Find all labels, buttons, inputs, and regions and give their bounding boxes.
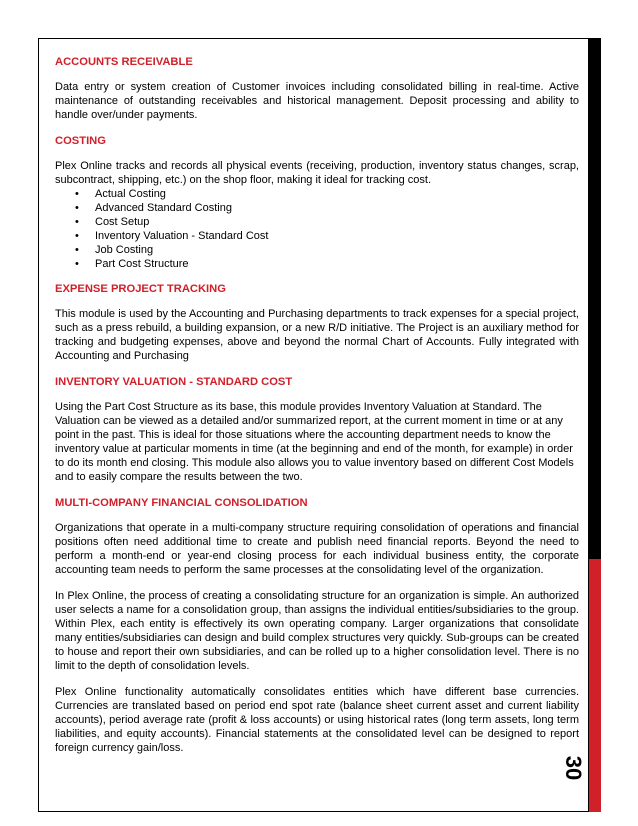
paragraph: Plex Online functionality automatically consolidates entities which have different base currencies. Currencies are translated based on period end spot rate (balance sheet current asset and current liability accounts), period average rate (profit & loss accounts) or using historical rates (long term assets, long term liabilities, and equity accounts). Financial statements at the consolidated level can be designed to report foreign currency gain/loss. [55, 686, 579, 754]
side-bar-dark [589, 38, 601, 559]
heading-multi-company-consolidation: MULTI-COMPANY FINANCIAL CONSOLIDATION [55, 497, 308, 509]
paragraph: Organizations that operate in a multi-company structure requiring consolidation of operations and financial positions often need additional time to create and publish need financial reports. Beyond the need to perform a month-end or year-end closing process for each individual business entity, the corporate accounting team needs to perform the same processes at the consolidating level of the organization. [55, 522, 579, 576]
side-bar-red [589, 559, 601, 812]
page-number: 30 [560, 755, 586, 781]
paragraph: Plex Online tracks and records all physical events (receiving, production, inventory status changes, scrap, subcontract, shipping, etc.) on the shop floor, making it ideal for tracking cost. [55, 160, 579, 186]
bullet-icon: • [75, 258, 79, 270]
heading-expense-project-tracking: EXPENSE PROJECT TRACKING [55, 283, 226, 295]
list-item: • Actual Costing [75, 188, 166, 200]
list-item: • Part Cost Structure [75, 258, 189, 270]
list-item: • Job Costing [75, 244, 154, 256]
heading-accounts-receivable: ACCOUNTS RECEIVABLE [55, 56, 193, 68]
paragraph: Data entry or system creation of Customer invoices including consolidated billing in real-time. Active maintenance of outstanding receivables and historical management. Deposit processing and ability to handle over/under payments. [55, 81, 579, 121]
document-body [55, 51, 579, 767]
bullet-icon: • [75, 244, 79, 256]
heading-inventory-valuation: INVENTORY VALUATION - STANDARD COST [55, 376, 293, 388]
heading-costing: COSTING [55, 135, 106, 147]
bullet-icon: • [75, 216, 79, 228]
paragraph: This module is used by the Accounting and Purchasing departments to track expenses for a special project, such as a press rebuild, a building expansion, or a new R/D initiative. The Project is an auxiliary method for tracking and budgeting expenses, above and beyond the normal Chart of Accounts. Fully integrated with Accounting and Purchasing [55, 308, 579, 362]
costing-list [55, 187, 579, 271]
paragraph: In Plex Online, the process of creating a consolidating structure for an organization is simple. An authorized user selects a name for a consolidation group, than assigns the individual entities/subsidiaries to the group. Within Plex, each entity is effectively its own operating company. Larger organizations that consolidate many entities/subsidiaries can design and build complex structures very quickly. Sub-groups can be created to house and report their own subsidiaries, and can be rolled up to a higher consolidation level. There is no limit to the depth of consolidation levels. [55, 590, 579, 672]
list-item: • Inventory Valuation - Standard Cost [75, 230, 269, 242]
list-item: • Cost Setup [75, 216, 150, 228]
paragraph: Using the Part Cost Structure as its base, this module provides Inventory Valuation at Standard. The Valuation can be viewed as a detailed and/or summarized report, at the current moment in time or at any point in the past. This is ideal for those situations where the accounting department needs to know the inventory value at particular moments in time (at the beginning and end of the month, for example) in order to do its month end closing. This module also allows you to value inventory based on different Cost Models and to easily compare the results between the two. [55, 401, 574, 483]
list-item: • Advanced Standard Costing [75, 202, 232, 214]
bullet-icon: • [75, 188, 79, 200]
bullet-icon: • [75, 230, 79, 242]
bullet-icon: • [75, 202, 79, 214]
